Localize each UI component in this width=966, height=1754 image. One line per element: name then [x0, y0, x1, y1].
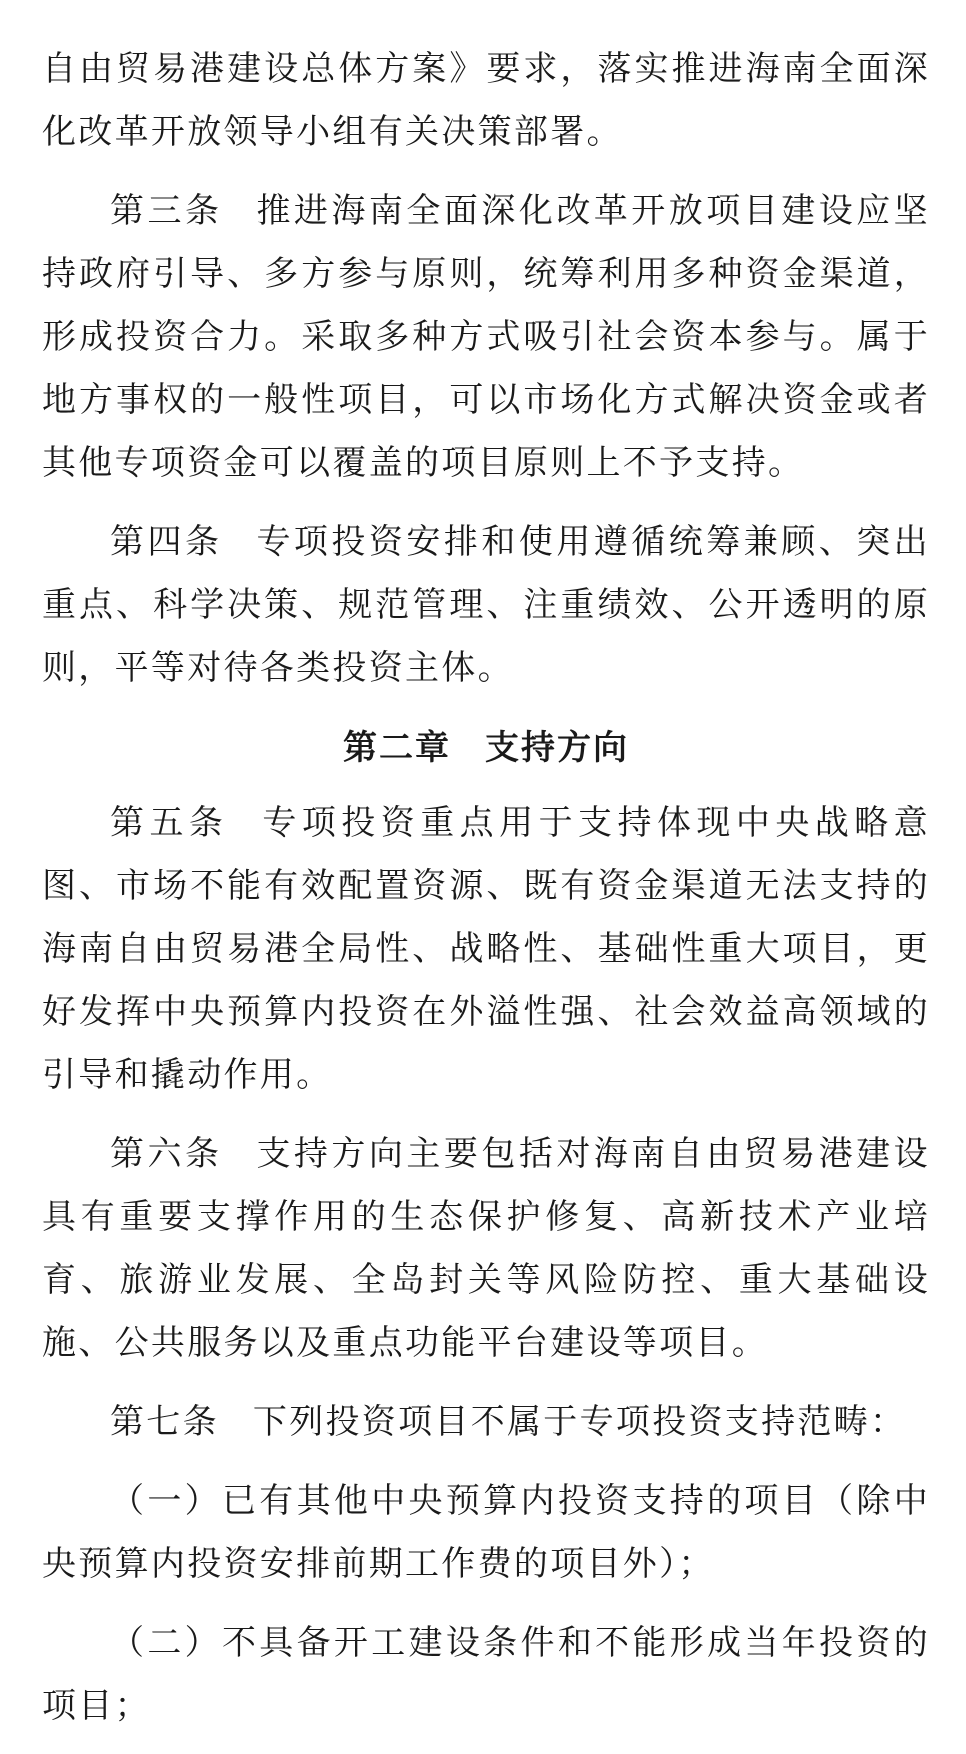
article-number: 第五条 [110, 803, 229, 843]
article-number: 第七条 [110, 1402, 219, 1442]
article-text: 专项投资安排和使用遵循统筹兼顾、突出重点、科学决策、规范管理、注重绩效、公开透明的原则，平等对待各类投资主体。 [42, 522, 930, 688]
article-text: 推进海南全面深化改革开放项目建设应坚持政府引导、多方参与原则，统筹利用多种资金渠道，形成投资合力。采取多种方式吸引社会资本参与。属于地方事权的一般性项目，可以市场化方式解决资金或者其他专项资金可以覆盖的项目原则上不予支持。 [42, 191, 930, 483]
list-item: （二）不具备开工建设条件和不能形成当年投资的项目； [42, 1623, 930, 1726]
article-number: 第四条 [110, 522, 223, 562]
article-3 [42, 180, 930, 495]
chapter-number: 第二章 [343, 728, 451, 768]
list-item: （一）已有其他中央预算内投资支持的项目（除中央预算内投资安排前期工作费的项目外）； [42, 1481, 930, 1584]
document-page [42, 38, 930, 1754]
article-text: 专项投资重点用于支持体现中央战略意图、市场不能有效配置资源、既有资金渠道无法支持的海南自由贸易港全局性、战略性、基础性重大项目，更好发挥中央预算内投资在外溢性强、社会效益高领域的引导和撬动作用。 [42, 803, 930, 1095]
article-number: 第三条 [110, 191, 223, 231]
article-text: 下列投资项目不属于专项投资支持范畴： [252, 1402, 907, 1442]
article-5 [42, 792, 930, 1107]
article-4 [42, 511, 930, 700]
article-text: 支持方向主要包括对海南自由贸易港建设具有重要支撑作用的生态保护修复、高新技术产业培育、旅游业发展、全岛封关等风险防控、重大基础设施、公共服务以及重点功能平台建设等项目。 [42, 1134, 930, 1363]
article-number: 第六条 [110, 1134, 223, 1174]
chapter-heading [42, 716, 930, 780]
intro-paragraph: 自由贸易港建设总体方案》要求，落实推进海南全面深化改革开放领导小组有关决策部署。 [42, 49, 930, 152]
article-6 [42, 1123, 930, 1375]
article-7 [42, 1391, 930, 1454]
chapter-title: 支持方向 [485, 728, 629, 768]
